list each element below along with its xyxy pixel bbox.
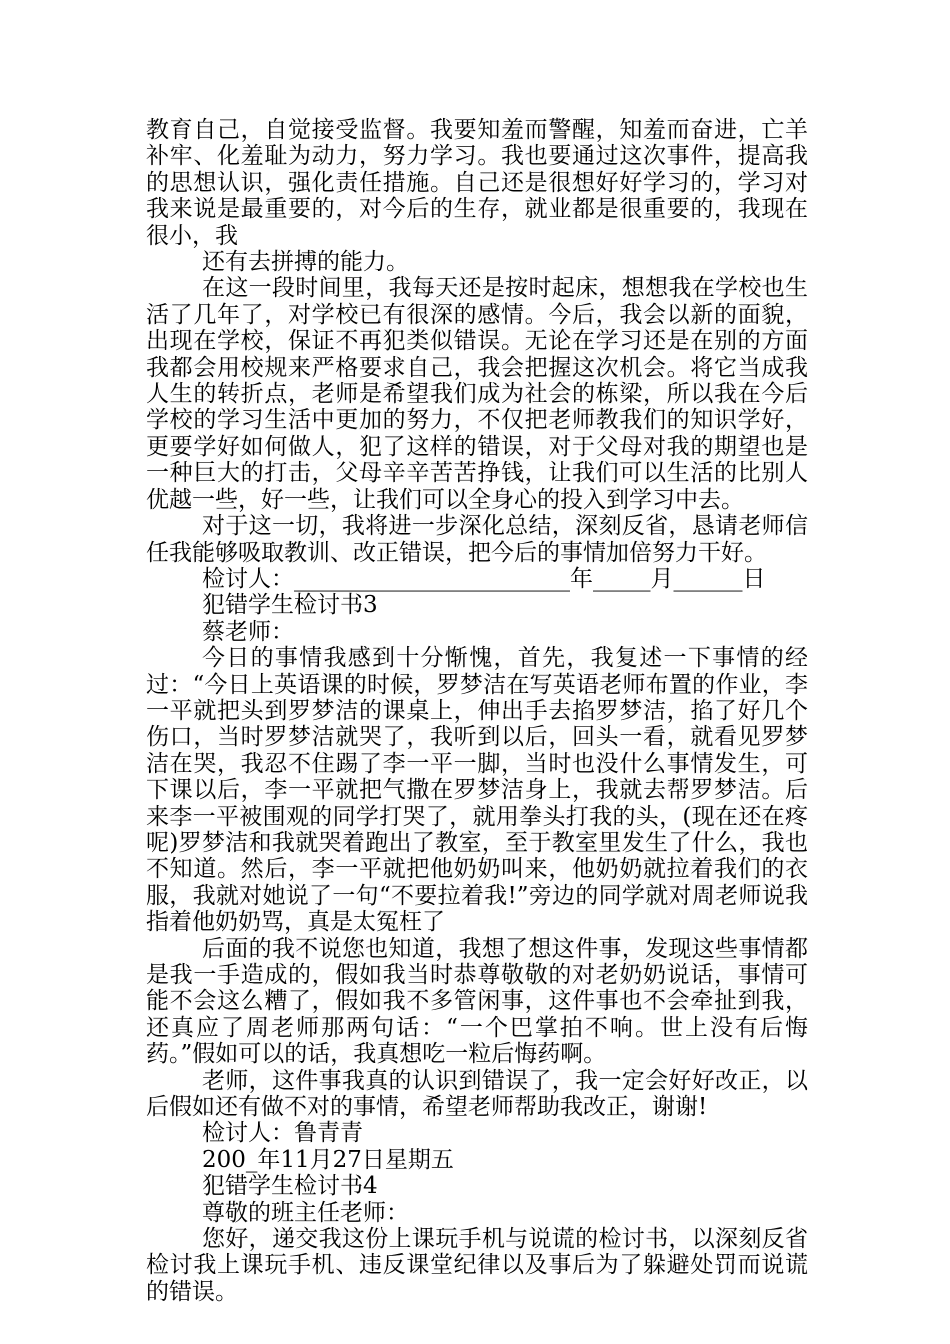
salutation: 蔡老师： xyxy=(202,618,294,645)
section-heading: 犯错学生检讨书4 xyxy=(202,1173,378,1200)
signature-date: 200_年11月27日星期五 xyxy=(202,1146,454,1173)
section-heading: 犯错学生检讨书3 xyxy=(202,592,378,619)
paragraph: 在这一段时间里，我每天还是按时起床，想想我在学校也生活了几年了，对学校已有很深的感情。今后，我会以新的面貌，出现在学校，保证不再犯类似错误。无论在学习还是在别的方面我都会用校规来严格要求自己，我会把握这次机会。将它当成我人生的转折点，老师是希望我们成为社会的栋梁，所以我在今后学校的学习生活中更加的努力，不仅把老师教我们的知识学好，更要学好如何做人，犯了这样的错误，对于父母对我的期望也是一种巨大的打击，父母辛辛苦苦挣钱，让我们可以生活的比别人优越一些，好一些，让我们可以全身心的投入到学习中去。 xyxy=(146,275,808,513)
paragraph: 对于这一切，我将进一步深化总结，深刻反省，恳请老师信任我能够吸取教训、改正错误，把今后的事情加倍努力干好。 xyxy=(146,513,808,566)
paragraph: 教育自己，自觉接受监督。我要知羞而警醒，知羞而奋进，亡羊补牢、化羞耻为动力，努力学习。我也要通过这次事件，提高我的思想认识，强化责任措施。自己还是很想好好学习的，学习对我来说是最重要的，对今后的生存，就业都是很重要的，我现在很小，我 xyxy=(146,117,808,249)
paragraph: 还有去拼搏的能力。 xyxy=(202,249,409,276)
salutation: 尊敬的班主任老师： xyxy=(202,1199,409,1226)
signature-name: 检讨人：鲁青青 xyxy=(202,1120,363,1147)
paragraph: 今日的事情我感到十分惭愧，首先，我复述一下事情的经过：“今日上英语课的时候，罗梦洁在写英语老师布置的作业，李一平就把头到罗梦洁的课桌上，伸出手去掐罗梦洁，掐了好几个伤口，当时罗梦洁就哭了，我听到以后，回头一看，就看见罗梦洁在哭，我忍不住踢了李一平一脚，当时也没什么事情发生，可下课以后，李一平就把气撒在罗梦洁身上，我就去帮罗梦洁。后来李一平被围观的同学打哭了，就用拳头打我的头，(现在还在疼呢)罗梦洁和我就哭着跑出了教室，至于教室里发生了什么，我也不知道。然后，李一平就把他奶奶叫来，他奶奶就拉着我们的衣服，我就对她说了一句“不要拉着我!”旁边的同学就对周老师说我指着他奶奶骂，真是太冤枉了 xyxy=(146,645,808,936)
document-body xyxy=(146,117,808,1305)
paragraph: 老师，这件事我真的认识到错误了，我一定会好好改正，以后假如还有做不对的事情，希望老师帮助我改正，谢谢! xyxy=(146,1067,808,1121)
paragraph: 后面的我不说您也知道，我想了想这件事，发现这些事情都是我一手造成的，假如我当时恭尊敬敬的对老奶奶说话，事情可能不会这么糟了，假如我不多管闲事，这件事也不会牵扯到我，还真应了周老师那两句话：“一个巴掌拍不响。世上没有后悔药。”假如可以的话，我真想吃一粒后悔药啊。 xyxy=(146,935,808,1068)
paragraph: 您好，递交我这份上课玩手机与说谎的检讨书，以深刻反省检讨我上课玩手机、违反课堂纪律以及事后为了躲避处罚而说谎的错误。 xyxy=(146,1226,808,1305)
signature-line: 检讨人：________________________年_____月______日 xyxy=(202,565,766,592)
